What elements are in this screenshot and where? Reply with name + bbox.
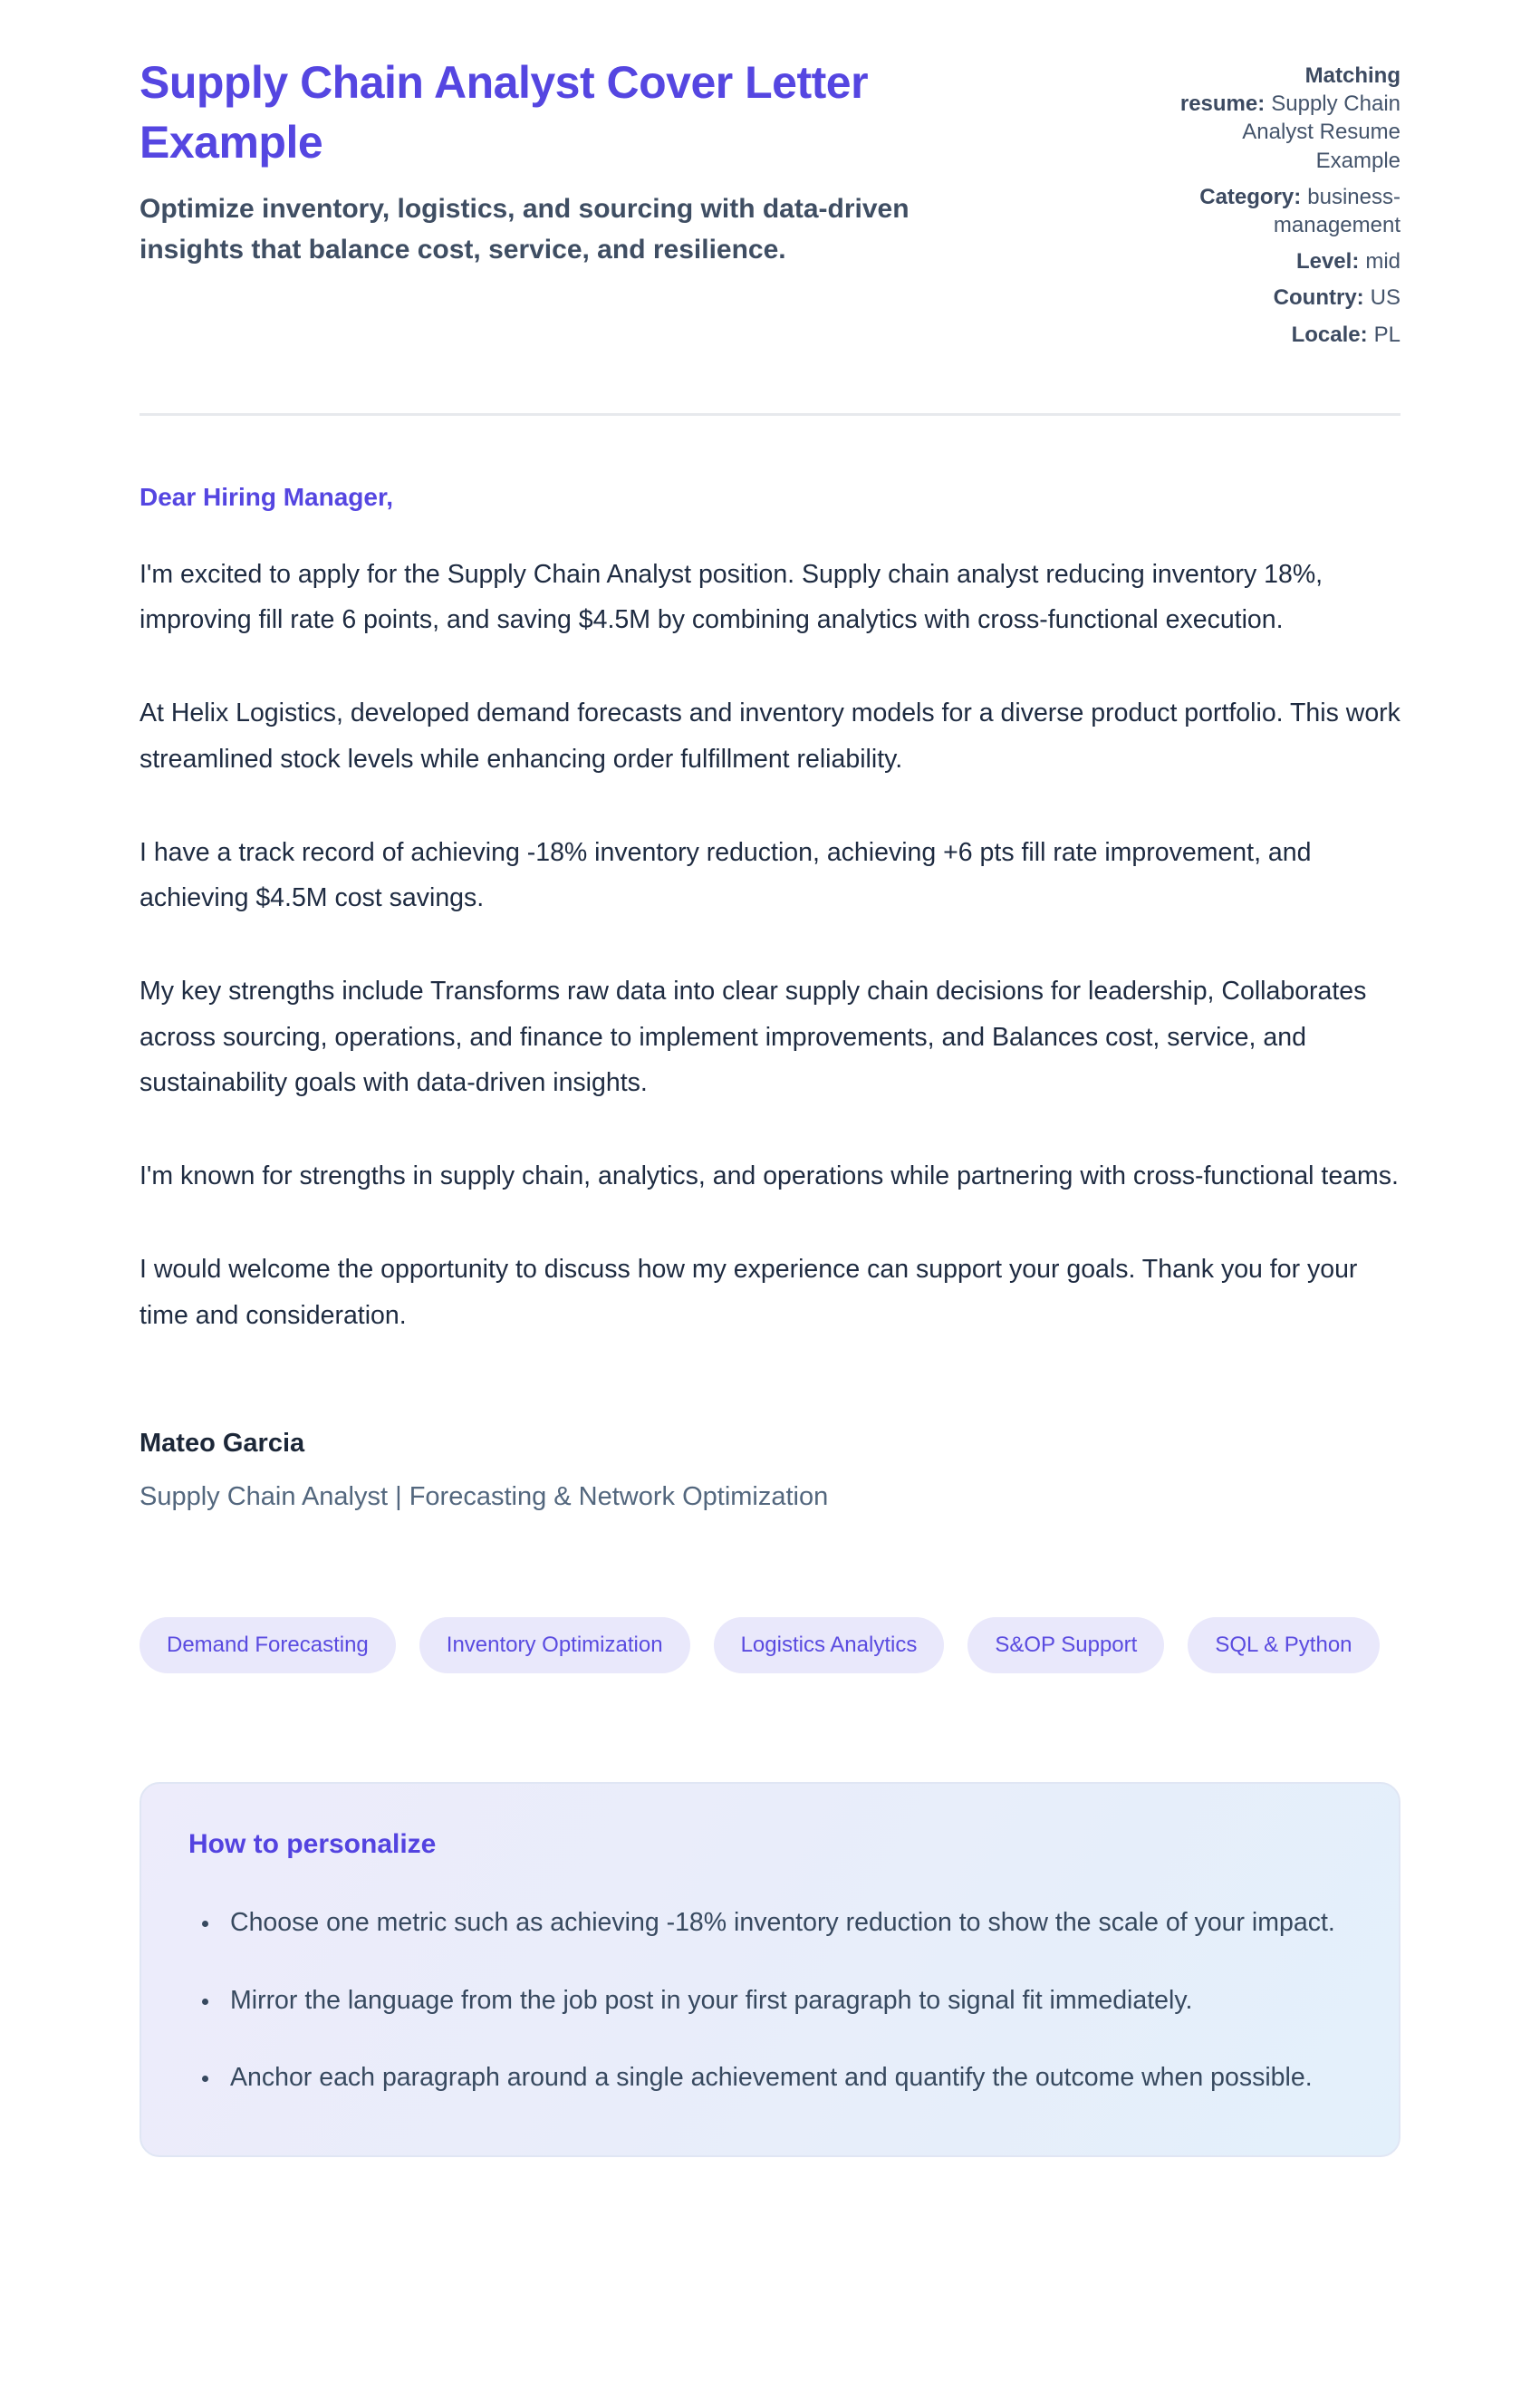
- meta-panel: [1154, 53, 1400, 357]
- meta-matching-resume: [1154, 62, 1400, 175]
- meta-locale-value: PL: [1373, 322, 1400, 347]
- meta-country-label: Country:: [1273, 285, 1364, 311]
- tag-demand-forecasting: Demand Forecasting: [140, 1617, 396, 1673]
- meta-matching-resume-label: Matching resume:: [1179, 63, 1400, 117]
- meta-level: [1154, 247, 1400, 275]
- page-container: [140, 0, 1400, 2239]
- meta-matching-resume-value: Supply Chain Analyst Resume Example: [1242, 92, 1400, 173]
- meta-country-value: US: [1370, 285, 1400, 311]
- page-subtitle: Optimize inventory, logistics, and sourcing with data-driven insights that balance cost, service, and resilience.: [140, 194, 910, 265]
- signature-name: Mateo Garcia: [140, 1429, 305, 1459]
- personalize-bullet-3: • Anchor each paragraph around a single achievement and quantify the outcome when possible.: [221, 2055, 1344, 2101]
- header: [140, 53, 1400, 357]
- tag-sql-python: SQL & Python: [1188, 1617, 1379, 1673]
- letter-greeting: Dear Hiring Manager,: [140, 482, 394, 511]
- letter-paragraph-6: I would welcome the opportunity to discuss how my experience can support your goals. Thank you for your time and consideration.: [140, 1254, 1358, 1330]
- tag-sop-support: S&OP Support: [967, 1617, 1164, 1673]
- personalize-bullet-1: • Choose one metric such as achieving -18% inventory reduction to show the scale of your impact.: [221, 1900, 1344, 1946]
- letter-paragraph-1: I'm excited to apply for the Supply Chain Analyst position. Supply chain analyst reducing inventory 18%, improving fill rate 6 points, and saving $4.5M by combining analytics with cross-functional execution.: [140, 559, 1323, 635]
- meta-locale-label: Locale:: [1291, 322, 1368, 347]
- letter-paragraph-5: I'm known for strengths in supply chain, analytics, and operations while partnering with cross-functional teams.: [140, 1161, 1399, 1191]
- signature-role: Supply Chain Analyst | Forecasting & Network Optimization: [140, 1482, 829, 1512]
- personalize-bullet-2: • Mirror the language from the job post in your first paragraph to signal fit immediately.: [221, 1978, 1344, 2024]
- meta-country: [1154, 284, 1400, 312]
- page-title: Supply Chain Analyst Cover Letter Example: [140, 57, 869, 168]
- meta-level-label: Level:: [1295, 249, 1360, 275]
- letter-paragraph-2: At Helix Logistics, developed demand forecasts and inventory models for a diverse product portfolio. This work streamlined stock levels while enhancing order fulfillment reliability.: [140, 699, 1400, 774]
- meta-category-label: Category:: [1199, 184, 1302, 209]
- personalize-title: How to personalize: [188, 1829, 437, 1860]
- skill-tags: [140, 1617, 1400, 1673]
- personalize-list: [188, 1900, 1350, 2101]
- meta-locale: [1154, 321, 1400, 349]
- header-titles: [140, 53, 1014, 270]
- cover-letter: [140, 483, 1400, 1513]
- letter-paragraph-4: My key strengths include Transforms raw data into clear supply chain decisions for leadership, Collaborates across sourcing, operations, and finance to implement improvements, and Balances cost, service, and sustainability goals with data-driven insights.: [140, 977, 1367, 1098]
- tag-inventory-optimization: Inventory Optimization: [419, 1617, 690, 1673]
- meta-level-value: mid: [1365, 249, 1400, 275]
- meta-category: [1154, 183, 1400, 239]
- header-divider: [140, 413, 1400, 416]
- meta-category-value: business-management: [1273, 184, 1400, 237]
- personalize-box: [140, 1782, 1400, 2157]
- letter-paragraph-3: I have a track record of achieving -18% inventory reduction, achieving +6 pts fill rate improvement, and achieving $4.5M cost savings.: [140, 837, 1312, 913]
- tag-logistics-analytics: Logistics Analytics: [714, 1617, 945, 1673]
